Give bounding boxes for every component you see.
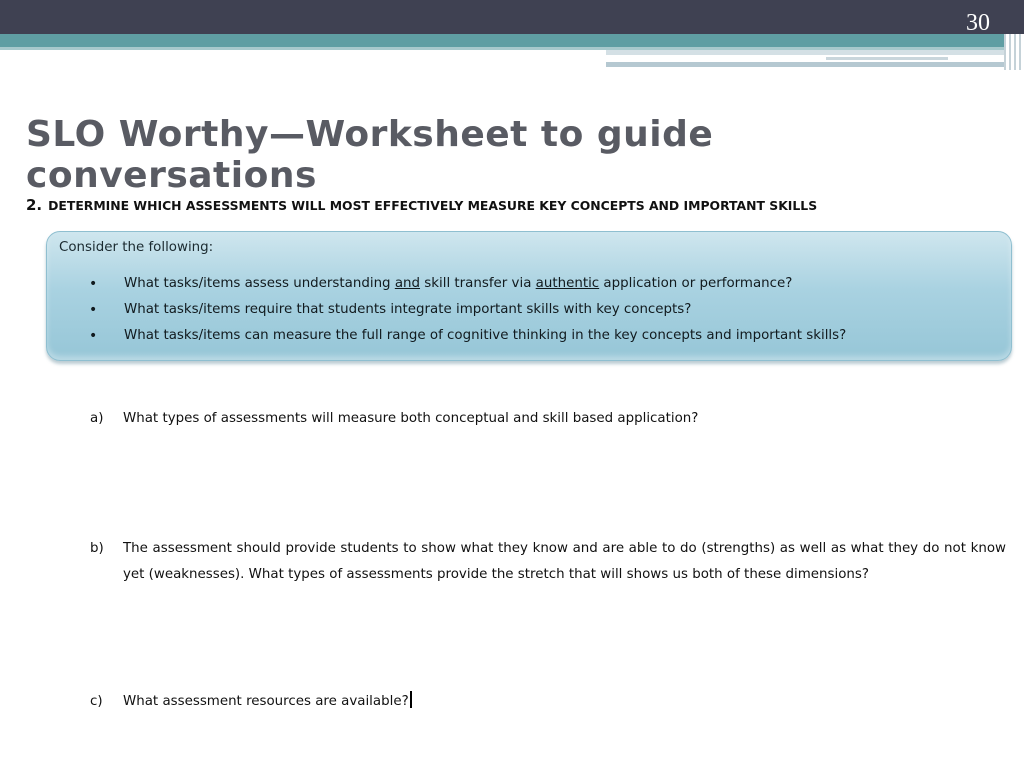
header-teal-band	[0, 34, 1024, 47]
bullet-text: What tasks/items can measure the full range of cognitive thinking in the key concepts and important skills?	[124, 328, 847, 343]
slide-title: SLO Worthy—Worksheet to guide conversations	[26, 114, 714, 196]
consider-heading: Consider the following:	[59, 240, 214, 255]
header-bar	[0, 0, 1024, 34]
section-heading-text: DETERMINE WHICH ASSESSMENTS WILL MOST EFFECTIVELY MEASURE KEY CONCEPTS AND IMPORTANT SKILLS	[48, 198, 818, 213]
bullet-text: What tasks/items assess understanding	[124, 276, 395, 291]
section-heading	[26, 196, 1006, 214]
list-item	[47, 328, 846, 354]
question-letter: c)	[90, 694, 103, 709]
question-a	[90, 406, 1006, 432]
bullet-text: skill transfer via	[420, 276, 536, 291]
question-text: The assessment should provide students to show what they know and are able to do (strengths) as well as what they do not know yet (weaknesses). What types of assessments provide the stretch that will shows us both of these dimensions?	[123, 541, 1006, 582]
bullet-text: What tasks/items require that students integrate important skills with key concepts?	[124, 302, 692, 317]
decorative-line	[826, 57, 948, 60]
consider-box	[46, 231, 1012, 361]
list-item	[47, 302, 846, 328]
list-item	[47, 276, 846, 302]
bullet-icon: •	[89, 328, 98, 344]
question-letter: a)	[90, 411, 104, 426]
decorative-stripes	[1004, 34, 1024, 70]
bullet-icon: •	[89, 276, 98, 292]
question-letter: b)	[90, 541, 104, 556]
text-cursor	[410, 691, 412, 708]
slide-number: 30	[966, 10, 990, 36]
decorative-line	[606, 62, 1006, 67]
underlined-word: authentic	[535, 276, 600, 291]
bullet-icon: •	[89, 302, 98, 318]
question-c	[90, 689, 1006, 715]
underlined-word: and	[394, 276, 421, 291]
question-text-content: What assessment resources are available?	[123, 694, 409, 709]
bullet-text: application or performance?	[599, 276, 793, 291]
question-b	[90, 536, 1006, 588]
question-text: What types of assessments will measure both conceptual and skill based application?	[123, 411, 699, 426]
decorative-line	[606, 50, 1006, 55]
section-number: 2.	[26, 196, 43, 214]
question-text	[123, 689, 1006, 715]
consider-bullet-list	[47, 276, 846, 354]
